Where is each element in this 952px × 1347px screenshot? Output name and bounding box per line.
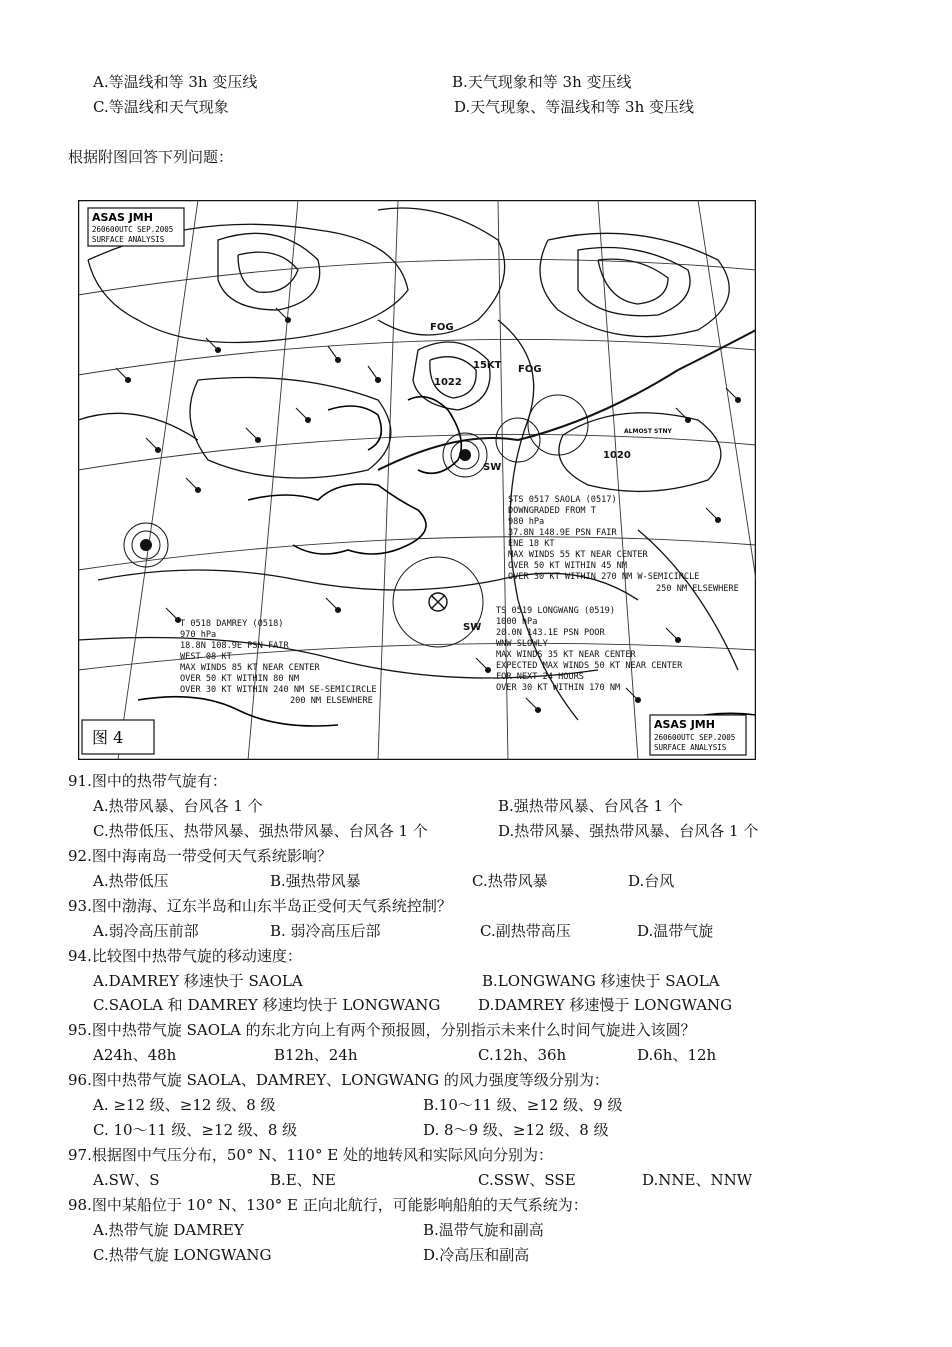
option-a: A.热带风暴、台风各 1 个 [93, 797, 263, 815]
prev-option-b: B.天气现象和等 3h 变压线 [452, 73, 632, 91]
almost-stny-label: ALMOST STNY [624, 428, 672, 435]
option-d: D.DAMREY 移速慢于 LONGWANG [478, 996, 733, 1014]
question-stem: 93.图中渤海、辽东半岛和山东半岛正受何天气系统控制？ [68, 897, 452, 915]
question-stem: 98.图中某船位于 10° N、130° E 正向北航行，可能影响船舶的天气系统为： [68, 1196, 588, 1214]
question-stem: 95.图中热带气旋 SAOLA 的东北方向上有两个预报圆，分别指示未来什么时间气旋进入该圆？ [68, 1021, 696, 1039]
option-c: C.12h、36h [478, 1046, 567, 1064]
svg-text:970 hPa: 970 hPa [180, 630, 217, 640]
option-d: D. 8～9 级、≥12 级、8 级 [423, 1121, 609, 1139]
option-c: C.SSW、SSE [478, 1171, 576, 1189]
kt15-label: 15KT [473, 360, 502, 371]
svg-text:DOWNGRADED FROM T: DOWNGRADED FROM T [508, 506, 596, 516]
svg-text:200 NM ELSEWHERE: 200 NM ELSEWHERE [290, 696, 373, 706]
question-stem: 91.图中的热带气旋有： [68, 772, 227, 790]
option-d: D.6h、12h [637, 1046, 717, 1064]
svg-text:18.8N 108.9E PSN FAIR: 18.8N 108.9E PSN FAIR [180, 641, 289, 651]
svg-text:EXPECTED MAX WINDS 50 KT NEAR: EXPECTED MAX WINDS 50 KT NEAR CENTER [496, 661, 683, 671]
figure-label-text: 图 4 [92, 728, 124, 747]
option-b: B.温带气旋和副高 [423, 1221, 544, 1239]
svg-text:OVER 50 KT WITHIN 80 NM: OVER 50 KT WITHIN 80 NM [180, 674, 299, 684]
prev-option-c: C.等温线和天气现象 [93, 98, 229, 116]
svg-text:37.8N 148.9E PSN FAIR: 37.8N 148.9E PSN FAIR [508, 528, 617, 538]
svg-text:1000 hPa: 1000 hPa [496, 617, 538, 627]
svg-text:STS 0517 SAOLA (0517): STS 0517 SAOLA (0517) [508, 495, 617, 505]
svg-text:WNW SLOWLY: WNW SLOWLY [496, 639, 548, 649]
svg-text:OVER 30 KT WITHIN 270 NM W-SEM: OVER 30 KT WITHIN 270 NM W-SEMICIRCLE [508, 572, 700, 582]
option-a: A.SW、S [93, 1171, 160, 1189]
header-sub-2: SURFACE ANALYSIS [654, 743, 727, 752]
option-a: A24h、48h [93, 1046, 177, 1064]
weather-map [78, 200, 756, 760]
svg-text:ENE 18 KT: ENE 18 KT [508, 539, 555, 549]
option-c: C.热带气旋 LONGWANG [93, 1246, 272, 1264]
fog-label-2: FOG [518, 364, 542, 375]
option-c: C.SAOLA 和 DAMREY 移速均快于 LONGWANG [93, 996, 441, 1014]
high-1022-label: 1022 [434, 377, 462, 388]
option-d: D.冷高压和副高 [423, 1246, 530, 1264]
prev-option-d: D.天气现象、等温线和等 3h 变压线 [454, 98, 695, 116]
high-1020-label: 1020 [603, 450, 631, 461]
option-b: B.强热带风暴 [270, 872, 361, 890]
option-d: D.台风 [628, 872, 675, 890]
question-stem: 96.图中热带气旋 SAOLA、DAMREY、LONGWANG 的风力强度等级分别为： [68, 1071, 609, 1089]
option-c: C.热带低压、热带风暴、强热带风暴、台风各 1 个 [93, 822, 428, 840]
option-b: B. 弱冷高压后部 [270, 922, 381, 940]
option-b: B12h、24h [274, 1046, 358, 1064]
header-sub: SURFACE ANALYSIS [92, 235, 165, 244]
question-stem: 94.比较图中热带气旋的移动速度： [68, 947, 302, 965]
header-title-2: ASAS JMH [654, 718, 715, 731]
svg-text:20.0N 143.1E PSN POOR: 20.0N 143.1E PSN POOR [496, 628, 605, 638]
svg-text:MAX WINDS 55 KT NEAR CENTER: MAX WINDS 55 KT NEAR CENTER [508, 550, 648, 560]
svg-text:OVER 30 KT WITHIN 170 NM: OVER 30 KT WITHIN 170 NM [496, 683, 621, 693]
map-header-bottom [650, 715, 746, 755]
svg-text:250 NM ELSEWHERE: 250 NM ELSEWHERE [656, 584, 739, 594]
question-stem: 97.根据图中气压分布，50° N、110° E 处的地转风和实际风向分别为： [68, 1146, 553, 1164]
option-d: D.温带气旋 [637, 922, 714, 940]
option-c: C.热带风暴 [472, 872, 548, 890]
prev-option-a: A.等温线和等 3h 变压线 [93, 73, 258, 91]
question-stem: 92.图中海南岛一带受何天气系统影响？ [68, 847, 332, 865]
svg-text:FOR NEXT 24 HOURS: FOR NEXT 24 HOURS [496, 672, 584, 682]
sw-label-1: SW [483, 462, 502, 473]
header-title: ASAS JMH [92, 211, 153, 224]
option-a: A.热带气旋 DAMREY [93, 1221, 244, 1239]
option-a: A. ≥12 级、≥12 级、8 级 [93, 1096, 276, 1114]
option-b: B.LONGWANG 移速快于 SAOLA [482, 972, 720, 990]
map-header-top [88, 208, 184, 246]
option-b: B.E、NE [270, 1171, 336, 1189]
option-d: D.NNE、NNW [642, 1171, 753, 1189]
option-b: B.10～11 级、≥12 级、9 级 [423, 1096, 623, 1114]
header-time: 260600UTC SEP.2005 [92, 225, 174, 234]
svg-text:OVER 30 KT WITHIN 240 NM SE-SE: OVER 30 KT WITHIN 240 NM SE-SEMICIRCLE [180, 685, 377, 695]
option-a: A.弱冷高压前部 [93, 922, 199, 940]
svg-text:WEST 08 KT: WEST 08 KT [180, 652, 232, 662]
option-a: A.热带低压 [93, 872, 169, 890]
svg-text:MAX WINDS 85 KT NEAR CENTER: MAX WINDS 85 KT NEAR CENTER [180, 663, 320, 673]
header-time-2: 260600UTC SEP.2005 [654, 733, 736, 742]
svg-text:TS 0519 LONGWANG (0519): TS 0519 LONGWANG (0519) [496, 606, 615, 616]
option-c: C. 10～11 级、≥12 级、8 级 [93, 1121, 298, 1139]
option-a: A.DAMREY 移速快于 SAOLA [93, 972, 303, 990]
option-c: C.副热带高压 [480, 922, 571, 940]
sw-label-2: SW [463, 622, 482, 633]
option-d: D.热带风暴、强热带风暴、台风各 1 个 [498, 822, 759, 840]
figure-label [82, 720, 154, 754]
svg-text:T 0518 DAMREY (0518): T 0518 DAMREY (0518) [180, 619, 284, 629]
svg-text:OVER 50 KT WITHIN 45 NM: OVER 50 KT WITHIN 45 NM [508, 561, 627, 571]
option-b: B.强热带风暴、台风各 1 个 [498, 797, 683, 815]
svg-text:MAX WINDS 35 KT NEAR CENTER: MAX WINDS 35 KT NEAR CENTER [496, 650, 636, 660]
fog-label-1: FOG [430, 322, 454, 333]
intro-text: 根据附图回答下列问题： [68, 148, 234, 166]
svg-text:980 hPa: 980 hPa [508, 517, 545, 527]
